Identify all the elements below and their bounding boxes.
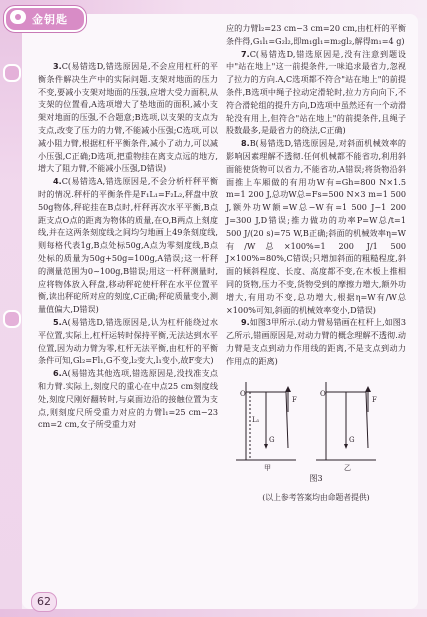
weight-label: G <box>269 435 275 444</box>
arm-label: L₁ <box>252 415 260 424</box>
decorative-dot-icon <box>3 310 21 328</box>
answer-item: 8.B(易错选D,错选原因是,对斜面机械效率的影响因素理解不透彻.任何机械都不能省功,利用斜面能使货物可以省力,不能省功,A错误;将货物沿斜面推上车厢做的有用功W有=Gh=800 N×1.5 m=1 200 J,总功W总=Fs=500 N×3 m=1 500 J,额外功W额=W总−W有=1 500 J−1 200 J=300 J,D错误;推力做功的功率P=W总/t=1 500 J/(20 s)=75 W,B正确;斜面的机械效率η=W有/W总×100%=1 200 J/1 500 J×100%=80%,C错误;只增加斜面的粗糙程度,斜面的倾斜程度、长度、高度都不变,在木板上推相同的货物,压力不变,货物受到的摩擦力增大,额外功增大,有用功不变,总功增大,根据η=W有/W总×100%可知,斜面的机械效率变小,D错误) <box>226 138 406 315</box>
answer-item: 4.C(易错选A,错选原因是,不会分析杆秤平衡时的情况.秤杆的平衡条件是F₁L₁=F₂L₂,秤盘中放50g物体,秤砣挂在B点时,杆秤再次水平平衡,B点距支点O点的距离为物体的质量,在O,B两点上刻度线,并在这两条刻度线之间均匀地画上49条刻度线,则每格代表1g,B点处标50g,A点为零刻度线,B点处标的质量为50g+50g=100g,A错误;这一杆秤的测量范围为0~100g,B错误;用这一杆秤测量时,应将物体放入秤盘,移动秤砣使杆秤在水平位置平衡,读出秤砣所对应的刻度,C正确;秤砣质量变小,测量值偏大,D错误) <box>38 176 218 315</box>
force-label: F <box>372 395 377 404</box>
answer-item: 3.C(易错选D,错选原因是,不会应用杠杆的平衡条件解决生产中的实际问题.支架对地面的压力不变,要减小支架对地面的压强,应增大受力面积,从支架的位置看,A选项增大了垫地面的面积,减小支架对地面的压强,不合题意;B选项,以支架的支点为支点,改变了压力的力臂,不能减小压强;C选项,可以减小阻力臂,根据杠杆平衡条件,减小了动力,可以减小压强,C正确;D选项,把重物挂在离支点远的地方,增大了阻力臂,不能减小压强,D错误) <box>38 61 218 174</box>
answer-item: 7.C(易错选D,错选原因是,没有注意到题设中"站在地上"这一前提条件,一味追求最省力,忽视了拉力的方向.A,C选项都不符合"站在地上"的前提条件,B选项中绳子拉动定滑轮时,拉力方向向下,不符合滑轮组的提升方向,D选项中虽然还有一个动滑轮没有用上,但符合"站在地上"的前提条件,且绳子股数最多,是最省力的绕法,C正确) <box>226 48 406 136</box>
answer-item: 6.A(易错选其他选项,错选原因是,没找准支点和力臂.实际上,刻度尺的重心在中点25 cm刻度线处,刻度尺刚好翻转时,与桌面边沿的接触位置为支点,则刻度尺所受重力对应的力臂l₁=25 cm−23 cm=2 cm,女子所受重力对 <box>38 368 218 430</box>
left-decoration-band <box>0 0 22 617</box>
weight-label: G <box>349 435 355 444</box>
key-icon <box>10 10 26 24</box>
answer-item: 9.如图3甲所示.(动力臂易错画在杠杆上,如图3乙所示,错画原因是,对动力臂的概念理解不透彻.动力臂是支点到动力作用线的距离,不是支点到动力作用点的距离) <box>226 317 406 366</box>
figure-caption: 图3 <box>309 474 323 484</box>
lever-figure <box>226 372 406 484</box>
brand-logo <box>4 6 86 32</box>
lever-diagram <box>226 372 406 472</box>
bottom-decoration-band <box>0 609 427 617</box>
decorative-dot-icon <box>3 64 21 82</box>
pivot-label: O <box>240 389 246 398</box>
right-answer-column <box>226 22 406 504</box>
page-number: 62 <box>31 592 57 612</box>
left-answer-column <box>38 60 218 431</box>
force-label: F <box>292 395 297 404</box>
answer-item: 5.A(易错选D,错选原因是,认为杠杆能绕过水平位置,实际上,杠杆运转时保持平衡,无法达到水平位置,因为动力臂为零,杠杆无法平衡,由杠杆的平衡条件可知,Gl₂=Fl₁,G不变,l₂变大,l₁变小,故F变大) <box>38 316 218 366</box>
figure-yi-label: 乙 <box>344 463 351 472</box>
figure-jia-label: 甲 <box>264 463 271 472</box>
logo-text: 金钥匙 <box>32 13 68 26</box>
answer-item-continued: 应的力臂l₂=23 cm−3 cm=20 cm,由杠杆的平衡条件得,G₁l₁=G₂l₂,即m₁gl₁=m₂gl₂,解得m₁=4 g) <box>226 23 406 46</box>
pivot-label: O <box>320 389 326 398</box>
footer-note: (以上参考答案均由命题者提供) <box>262 492 370 502</box>
